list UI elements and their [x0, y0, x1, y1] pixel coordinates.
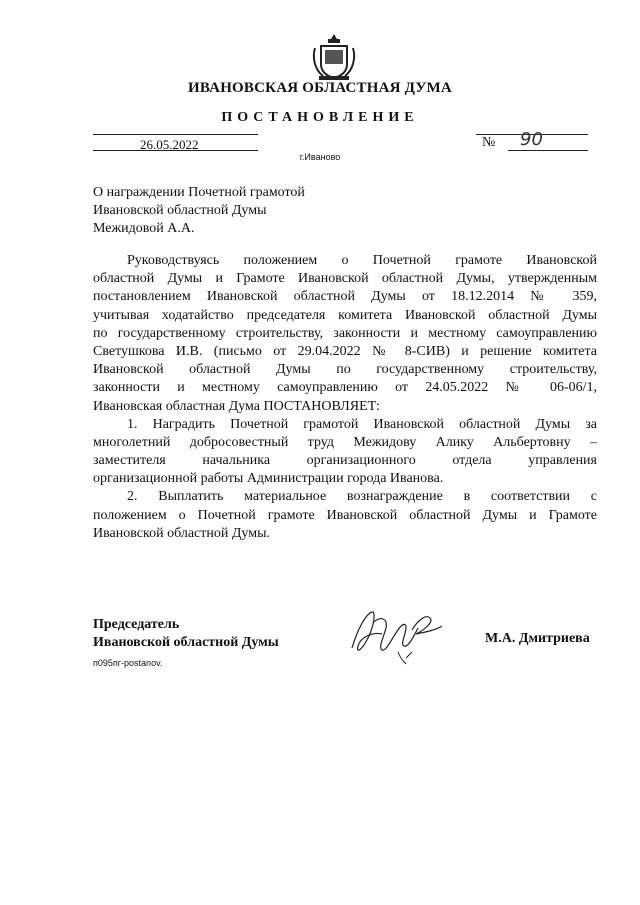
body-line: Ивановская областная Дума ПОСТАНОВЛЯЕТ: — [93, 398, 381, 414]
item-2-line: Ивановской областной Думы. — [93, 525, 270, 541]
body-line: Руководствуясь положением о Почетной грамоте Ивановской — [127, 253, 597, 268]
item-1-line: заместителя начальника организационного отдела управления — [93, 453, 597, 469]
handwritten-signature — [340, 600, 450, 670]
document-number: 90 — [520, 129, 543, 150]
number-underline — [508, 150, 588, 151]
city: г.Иваново — [299, 152, 341, 162]
item-2-line: 2. Выплатить материальное вознаграждение в соответствии с — [127, 489, 597, 505]
file-code: п095пг-postanov. — [93, 658, 163, 668]
top-rule-left — [93, 134, 258, 135]
body-line: постановлением Ивановской областной Думы от 18.12.2014 № 359, — [93, 289, 597, 305]
item-2-line: положением о Почетной грамоте Ивановской областной Думы и Грамоте — [93, 507, 597, 523]
document-subject — [93, 184, 305, 238]
number-label: № — [482, 135, 496, 150]
signatory-title-line: Ивановской областной Думы — [93, 635, 279, 650]
subject-line: Ивановской областной Думы — [93, 203, 267, 218]
subject-line: О награждении Почетной грамотой — [93, 185, 305, 200]
signatory-name: М.А. Дмитриева — [485, 631, 590, 646]
coat-of-arms-emblem — [311, 32, 357, 82]
document-body — [93, 252, 597, 543]
signatory-title-line: Председатель — [93, 617, 180, 632]
body-line: по государственному строительству, законности и местному самоуправлению — [93, 325, 597, 341]
document-date: 26.05.2022 — [140, 137, 199, 152]
body-line: законности и местному самоуправлению от 24.05.2022 № 06-06/1, — [93, 380, 597, 396]
subject-line: Межидовой А.А. — [93, 221, 195, 236]
signatory-title — [93, 616, 279, 652]
body-line: Светушкова И.В. (письмо от 29.04.2022 № 8-СИВ) и решение комитета — [93, 343, 597, 359]
body-line: учитывая ходатайство председателя комитета Ивановской областной Думы — [93, 307, 597, 323]
body-line: областной Думы и Грамоте Ивановской областной Думы, утвержденным — [93, 271, 597, 287]
organization-name: ИВАНОВСКАЯ ОБЛАСТНАЯ ДУМА — [188, 80, 452, 96]
document-type: ПОСТАНОВЛЕНИЕ — [221, 110, 419, 125]
item-1-line: 1. Наградить Почетной грамотой Ивановской областной Думы за — [127, 416, 597, 432]
item-1-line: организационной работы Администрации города Иванова. — [93, 471, 444, 487]
body-line: Ивановской областной Думы по государственному строительству, — [93, 362, 597, 378]
item-1-line: многолетний добросовестный труд Межидову Алику Альбертовну – — [93, 434, 597, 450]
